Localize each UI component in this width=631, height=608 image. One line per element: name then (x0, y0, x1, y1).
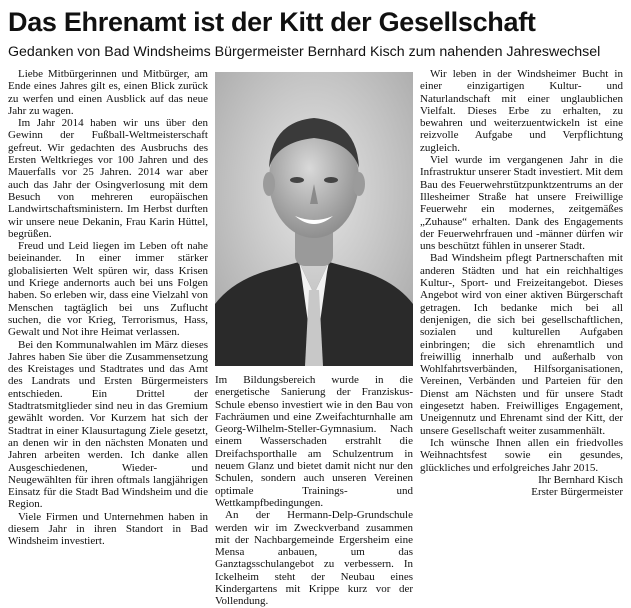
article-column-1 (8, 68, 208, 588)
paragraph: Liebe Mitbürgerinnen und Mitbürger, am Ende eines Jahres gilt es, einen Blick zurück zu werfen und einen Ausblick auf das neue Jahr zu wagen. (8, 68, 208, 117)
paragraph: Viele Firmen und Unternehmen haben in diesem Jahr in ihren Standort in Bad Windsheim investiert. (8, 510, 208, 548)
paragraph: Freud und Leid liegen im Leben oft nahe beieinander. In einer immer stärker globalisierten Welt spüren wir, dass Krisen und Kriege andernorts auch bei uns Folgen haben. So erleben wir, dass eine Vielzahl von Menschen tagtäglich bei uns Zuflucht suchen, die vor Krieg, Terrorismus, Hass, Gewalt und Not ihre Heimat verlassen. (8, 240, 208, 339)
signature-name: Ihr Bernhard Kisch (538, 473, 623, 486)
paragraph: An der Hermann-Delp-Grundschule werden wir im Zweckverband zusammen mit der Nachbargemeinde Ergersheim eine Mensa anbauen, um das Ganztagsschulangebot zu verbessern. In Ickelheim steht der Neubau eines Kindergartens mit Krippe kurz vor der Vollendung. (215, 509, 413, 608)
paragraph: Ich wünsche Ihnen allen ein friedvolles Weihnachtsfest sowie ein gesundes, glückliches und erfolgreiches Jahr 2015. (420, 436, 623, 474)
portrait-photo (215, 72, 413, 366)
headline: Das Ehrenamt ist der Kitt der Gesellschaft (8, 7, 536, 37)
article-column-2 (215, 374, 413, 608)
signature-title: Erster Bürgermeister (531, 486, 623, 499)
subheadline: Gedanken von Bad Windsheims Bürgermeister Bernhard Kisch zum nahenden Jahreswechsel (8, 44, 601, 60)
paragraph: Viel wurde im vergangenen Jahr in die Infrastruktur unserer Stadt investiert. Mit dem Bau des Feuerwehrstützpunktzentrums an der Illesheimer Straße hat unsere Freiwillige Feuerwehr ein modernes, zeitgemäßes „Zuhause“ erhalten. Dank des Engagements der Feuerwehrfrauen und -männer dürfen wir uns beschützt fühlen in unserer Stadt. (420, 154, 623, 253)
article-column-3 (420, 68, 623, 588)
paragraph: Im Bildungsbereich wurde in die energetische Sanierung der Franziskus-Schule ebenso investiert wie in den Bau von Fachräumen und eine Zweifachturnhalle am Georg-Wilhelm-Steller-Gymnasium. Nach einem Wasserschaden erstrahlt die Dreifachsporthalle am Schulzentrum in neuem Glanz und bietet damit nicht nur den Schulen, sondern auch unseren Vereinen optimale Trainings- und Wettkampfbedingungen. (215, 374, 413, 509)
portrait-illustration (215, 72, 413, 366)
paragraph: Bei den Kommunalwahlen im März dieses Jahres haben Sie über die Zusammensetzung des Kreistages und Stadtrates und das Amt des Landrats und Ersten Bürgermeisters entschieden. Ein Drittel der Stadtratsmitglieder sind neu in das Gremium gewählt worden. Vor Kurzem hat sich der Stadtrat in einer Klausurtagung Ziele gesetzt, an denen wir in den nächsten Monaten und Jahren arbeiten werden. Ich danke allen Ausgeschiedenen, Wieder- und Neugewählten für ihren oftmals langjährigen Einsatz für die Stadt Bad Windsheim und die Region. (8, 338, 208, 511)
paragraph: Bad Windsheim pflegt Partnerschaften mit anderen Städten und hat ein reichhaltiges Kultur-, Sport- und Freizeitangebot. Dieses Angebot wird von einer aktiven Bürgerschaft getragen. Ich bedanke mich bei all denjenigen, die sich bei gesellschaftlichen, sozialen und kulturellen Aufgaben einbringen; die sich ehrenamtlich und freiwillig innerhalb und außerhalb von Wohlfahrtsverbänden, Hilfsorganisationen, Vereinen, Verbänden und Parteien für den Dienst am Nächsten und für unsere Stadt eingesetzt haben. Freiwilliges Engagement, Uneigennutz und Ehrenamt sind der Kitt, der unsere Gesellschaft weiter zusammenhält. (420, 252, 623, 437)
paragraph: Im Jahr 2014 haben wir uns über den Gewinn der Fußball-Weltmeisterschaft gefreut. Wir gedachten des Ausbruchs des Ersten Weltkrieges vor 100 Jahren und des Mauerfalls vor 25 Jahren. 2014 war aber auch das Jahr der Osingverlosung mit dem Besuch von mehreren europäischen Landwirtschaftsministern. Im Herbst durften wir unsere neue Dekanin, Frau Karin Hüttel, begrüßen. (8, 117, 208, 240)
paragraph: Wir leben in der Windsheimer Bucht in einer einzigartigen Kultur- und Naturlandschaft mit einer unglaublichen Vielfalt. Dieses Erbe zu erhalten, zu bewahren und weiterzuentwickeln ist eine reizvolle Aufgabe und Verpflichtung zugleich. (420, 68, 623, 154)
